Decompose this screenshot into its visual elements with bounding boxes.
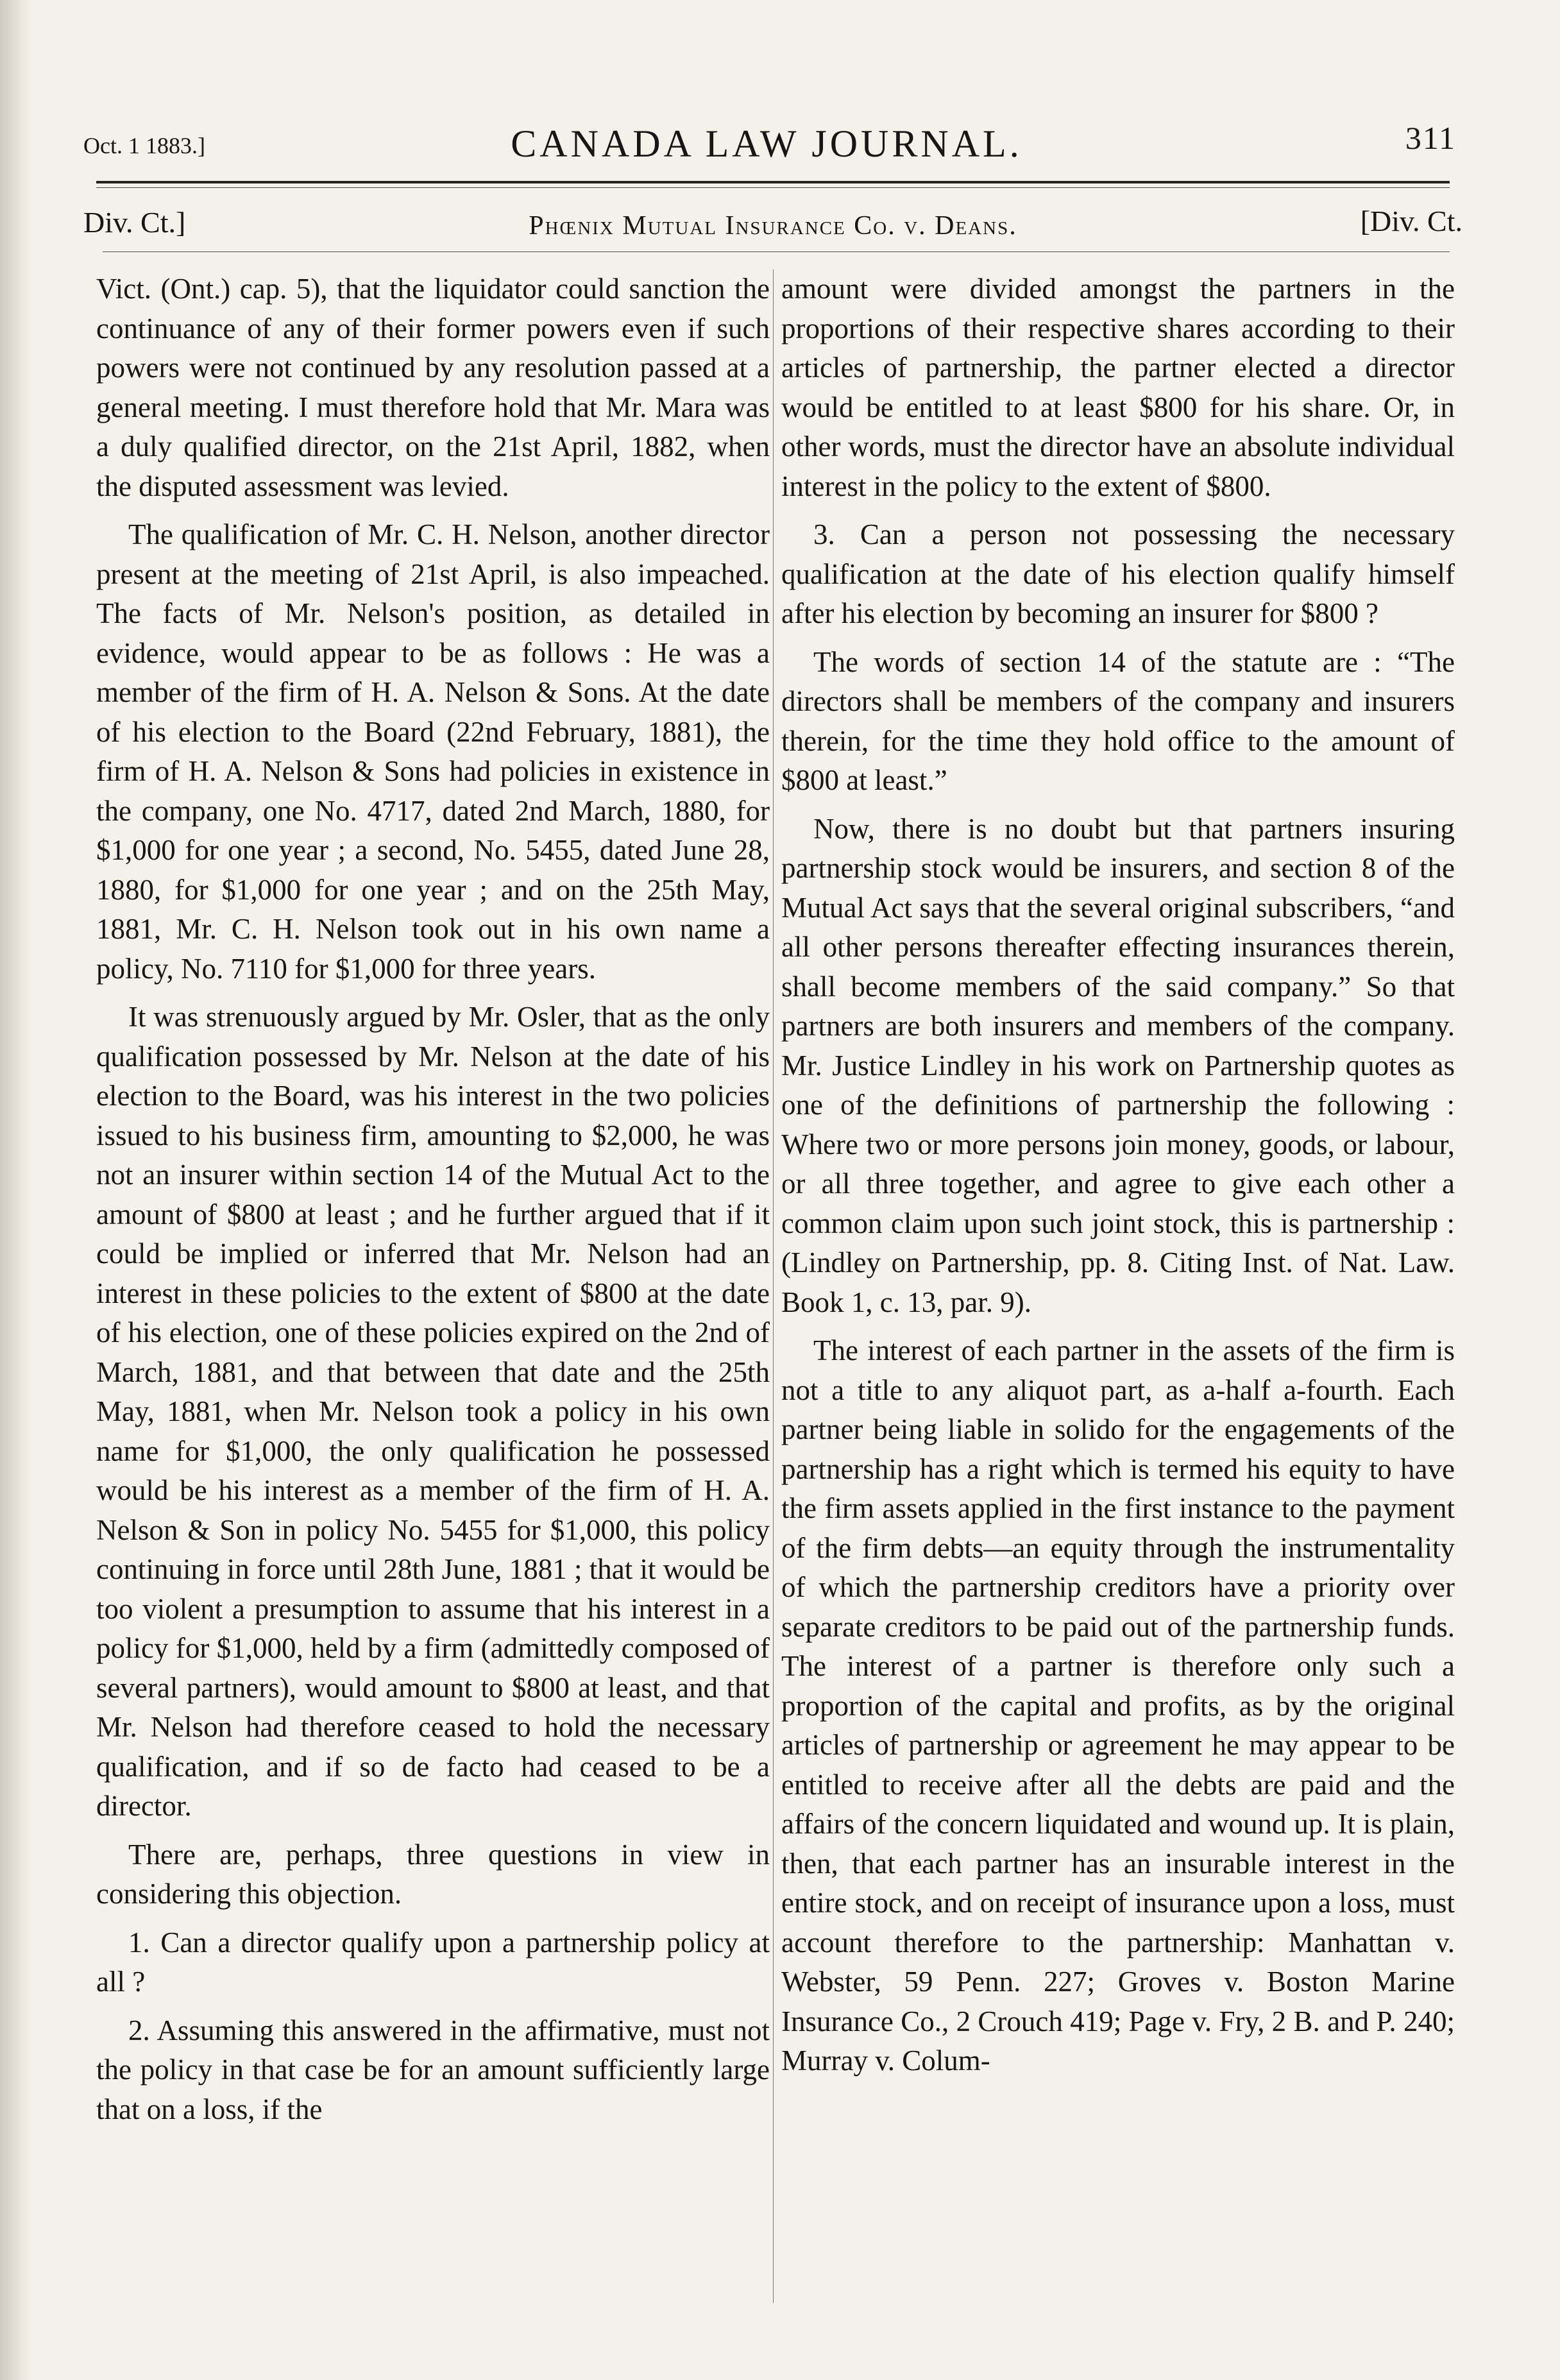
- page-binding-edge: [0, 0, 31, 2380]
- paragraph: 2. Assuming this answered in the affirmative, must not the policy in that case be for an amount sufficiently large that on a loss, if the: [96, 2014, 770, 2125]
- journal-title: CANADA LAW JOURNAL.: [511, 123, 1022, 165]
- court-right: [Div. Ct.: [1360, 205, 1462, 237]
- paragraph: It was strenuously argued by Mr. Osler, that as the only qualification possessed by Mr. Nelson at the date of his election to the Board, was his interest in the two policies issued to his business firm, amounting to $2,000, he was not an insurer within section 14 of the Mutual Act to the amount of $800 at least ; and he further argued that if it could be implied or inferred that Mr. Nelson had an interest in these policies to the extent of $800 at the date of his election, one of these policies expired on the 2nd of March, 1881, and that between that date and the 25th May, 1881, when Mr. Nelson took a policy in his own name for $1,000, the only qualification he possessed would be his interest as a member of the firm of H. A. Nelson & Son in policy No. 5455 for $1,000, this policy continuing in force until 28th June, 1881 ; that it would be too violent a presumption to assume that his interest in a policy for $1,000, held by a firm (admittedly composed of several partners), would amount to $800 at least, and that Mr. Nelson had therefore ceased to hold the necessary qualification, and if so de facto had ceased to be a director.: [96, 1001, 770, 1822]
- case-title: Phœnix Mutual Insurance Co. v. Deans.: [529, 211, 1017, 241]
- paragraph: 1. Can a director qualify upon a partnership policy at all ?: [96, 1926, 770, 1998]
- case-header: [83, 191, 1462, 249]
- running-head: [77, 108, 1456, 178]
- header-rule: [96, 181, 1450, 183]
- paragraph: There are, perhaps, three questions in view in considering this objection.: [96, 1838, 770, 1910]
- paragraph: The qualification of Mr. C. H. Nelson, another director present at the meeting of 21st April, is also impeached. The facts of Mr. Nelson's position, as detailed in evidence, would appear to be as follows : He was a member of the firm of H. A. Nelson & Sons. At the date of his election to the Board (22nd February, 1881), the firm of H. A. Nelson & Sons had policies in existence in the company, one No. 4717, dated 2nd March, 1880, for $1,000 for one year ; a second, No. 5455, dated June 28, 1880, for $1,000 for one year ; and on the 25th May, 1881, Mr. C. H. Nelson took out in his own name a policy, No. 7110 for $1,000 for three years.: [96, 518, 770, 985]
- header-rule-thin: [96, 187, 1450, 188]
- paragraph: Now, there is no doubt but that partners insuring partnership stock would be insurers, and section 8 of the Mutual Act says that the several original subscribers, “and all other persons thereafter effecting insurances therein, shall become members of the said company.” So that partners are both insurers and members of the company. Mr. Justice Lindley in his work on Partnership quotes as one of the definitions of partnership the following : Where two or more persons join money, goods, or labour, or all three together, and agree to give each other a common claim upon such joint stock, this is partnership : (Lindley on Partnership, pp. 8. Citing Inst. of Nat. Law. Book 1, c. 13, par. 9).: [781, 812, 1455, 1318]
- page-number: 311: [1405, 120, 1456, 156]
- paragraph: amount were divided amongst the partners in the proportions of their respective shares according to their articles of partnership, the partner elected a director would be entitled to at least $800 for his share. Or, in other words, must the director have an absolute individual interest in the policy to the extent of $800.: [781, 273, 1455, 502]
- paragraph: The words of section 14 of the statute are : “The directors shall be members of the company and insurers therein, for the time they hold office to the amount of $800 at least.”: [781, 645, 1455, 796]
- right-column: [781, 269, 1455, 2090]
- paragraph: Vict. (Ont.) cap. 5), that the liquidator could sanction the continuance of any of their former powers even if such powers were not continued by any resolution passed at a general meeting. I must therefore hold that Mr. Mara was a duly qualified director, on the 21st April, 1882, when the disputed assessment was levied.: [96, 273, 770, 502]
- issue-date: Oct. 1 1883.]: [83, 133, 205, 158]
- paragraph: 3. Can a person not possessing the necessary qualification at the date of his election qualify himself after his election by becoming an insurer for $800 ?: [781, 518, 1455, 629]
- case-header-rule: [103, 251, 1450, 252]
- left-column: [96, 269, 770, 2138]
- paragraph: The interest of each partner in the assets of the firm is not a title to any aliquot part, as a-half a-fourth. Each partner being liable in solido for the engagements of the partnership has a right which is termed his equity to have the firm assets applied in the first instance to the payment of the firm debts—an equity through the instrumentality of which the partnership creditors have a priority over separate creditors to be paid out of the partnership funds. The interest of a partner is therefore only such a proportion of the capital and profits, as by the original articles of partnership or agreement he may appear to be entitled to receive after all the debts are paid and the affairs of the concern liquidated and wound up. It is plain, then, that each partner has an insurable interest in the entire stock, and on receipt of insurance upon a loss, must account therefore to the partnership: Manhattan v. Webster, 59 Penn. 227; Groves v. Boston Marine Insurance Co., 2 Crouch 419; Page v. Fry, 2 B. and P. 240; Murray v. Colum-: [781, 1334, 1455, 2077]
- court-left: Div. Ct.]: [83, 206, 186, 239]
- column-divider: [773, 269, 774, 2303]
